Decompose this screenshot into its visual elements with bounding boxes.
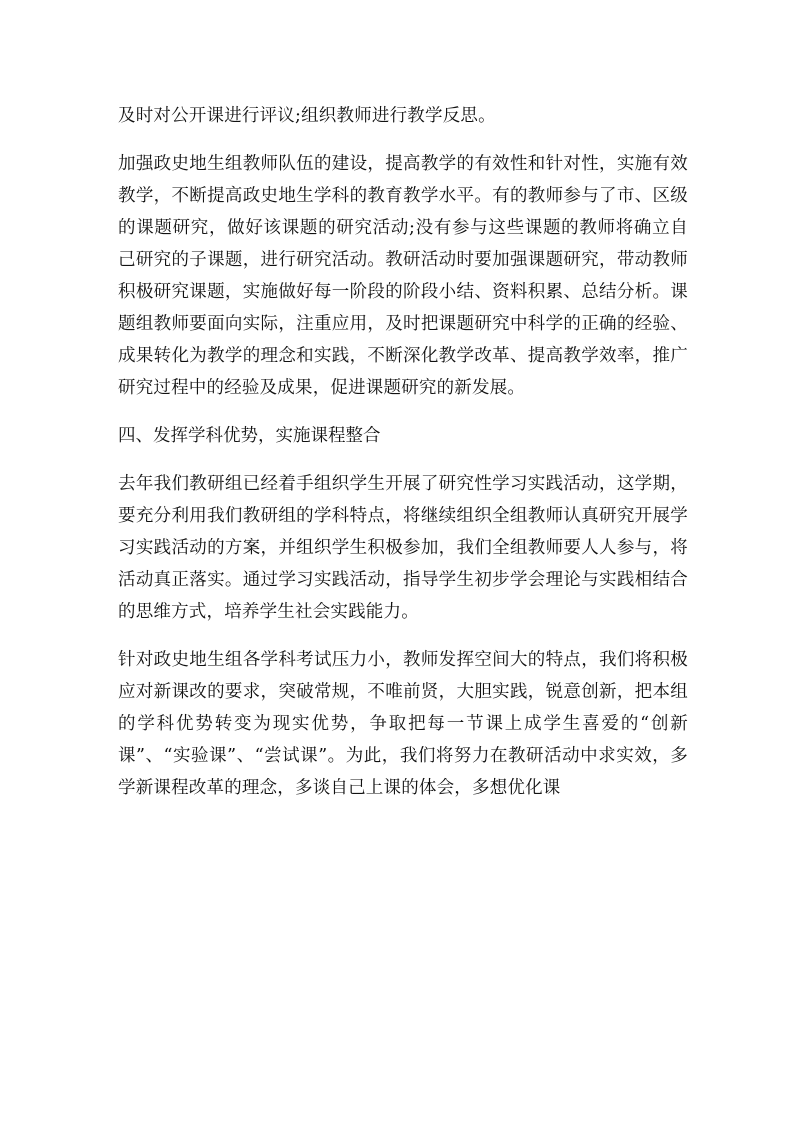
document-body xyxy=(118,100,688,820)
paragraph-evaluation: 及时对公开课进行评议;组织教师进行教学反思。 xyxy=(118,106,496,126)
paragraph-practice-activities: 去年我们教研组已经着手组织学生开展了研究性学习实践活动，这学期，要充分利用我们教研组的学科特点，将继续组织全组教师认真研究开展学习实践活动的方案，并组织学生积极参加，我们全组教师要人人参与，将活动真正落实。通过学习实践活动，指导学生初步学会理论与实践相结合的思维方式，培养学生社会实践能力。 xyxy=(118,474,688,622)
paragraph-team-building: 加强政史地生组教师队伍的建设，提高教学的有效性和针对性，实施有效教学，不断提高政史地生学科的教育教学水平。有的教师参与了市、区级的课题研究，做好该课题的研究活动;没有参与这些课题的教师将确立自己研究的子课题，进行研究活动。教研活动时要加强课题研究，带动教师积极研究课题，实施做好每一阶段的阶段小结、资料积累、总结分析。课题组教师要面向实际，注重应用，及时把课题研究中科学的正确的经验、成果转化为教学的理念和实践，不断深化教学改革、提高教学效率，推广研究过程中的经验及成果，促进课题研究的新发展。 xyxy=(118,154,688,398)
section-heading: 四、发挥学科优势，实施课程整合 xyxy=(118,426,381,446)
paragraph-curriculum-reform: 针对政史地生组各学科考试压力小，教师发挥空间大的特点，我们将积极应对新课改的要求，突破常规，不唯前贤，大胆实践，锐意创新，把本组的学科优势转变为现实优势，争取把每一节课上成学生喜爱的“创新课”、“实验课”、“尝试课”。为此，我们将努力在教研活动中求实效，多学新课程改革的理念，多谈自己上课的体会，多想优化课 xyxy=(118,650,688,798)
